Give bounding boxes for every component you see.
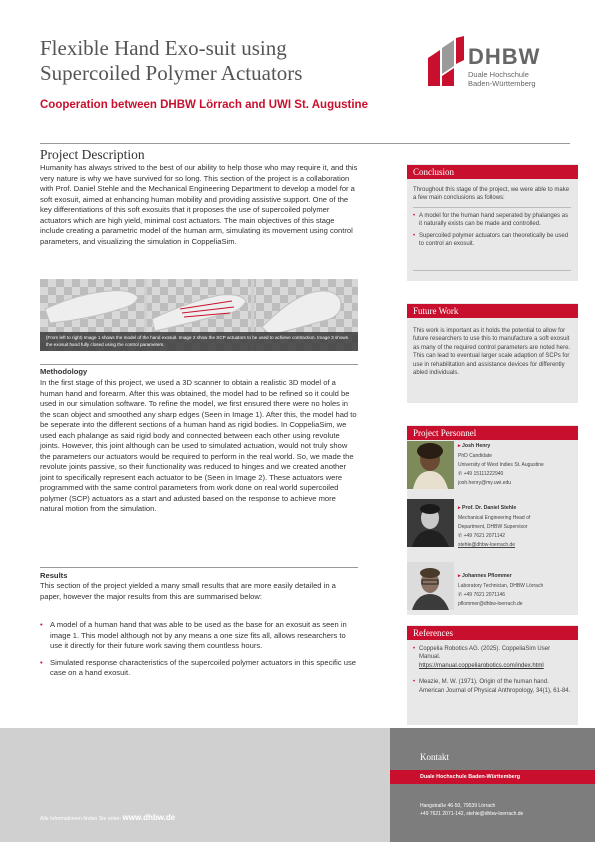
logo-subtext: Duale Hochschule Baden-Württemberg [468,70,536,88]
results-list [40,620,358,685]
header-divider [40,143,570,144]
conclusion-list [413,212,571,252]
project-description-text: Humanity has always strived to the best of our ability to help those who may require it, and this very nature is why we have survived for so long. This section of the project is a collaboration with Prof. Daniel Stehle and the Mechanical Engineering Department to develop a model for a soft exosuit, aimed at enhancing human mobility and providing assistive support. One of the key differentiations of this soft exosuits that it proposes the use of supercoiled polymer actuators which are high yield, minimal cost actuators. The main objectives of this stage include creating a parametric model of the human arm, simulating its movement using control parameters, and visualizing the simulation in CoppeliaSim. [40,163,358,246]
results-divider [40,567,358,568]
footer-left [0,728,390,842]
dhbw-logo-mark [428,36,464,86]
kontakt-heading: Kontakt [420,752,449,762]
future-work-text: This work is important as it holds the potential to allow for future researchers to use this to manufacture a soft exosuit as many of the required control parameters are noted here. This can lead to eventual larger scale adaption of SCPs for use in rehabilitation and assistance devices for differently abled individuals. [413,328,571,377]
person-photo-johannes-pflommer [407,562,454,610]
person-photo-josh-henry [407,441,454,489]
contact-address: Hangstraße 46-50, 79539 Lörrach +49 7621 2071-142, stehle@dhbw-loerrach.de [420,803,524,817]
conclusion-intro: Throughout this stage of the project, we were able to make a few main conclusions as follows: [413,187,570,202]
results-heading: Results [40,571,68,580]
image-caption: (From left to right) Image 1 shows the model of the hand exosuit. Image 2 show the SCP actuators to be used to achieve contraction. Image 3 shows the exosuit hand fully closed using the control parameters. [40,332,358,351]
kontakt-org: Duale Hochschule Baden-Württemberg [390,770,595,784]
person-photo-daniel-stehle [407,499,454,547]
list-item: • A model for the human hand seperated by phalanges as it naturally exists can be made and controlled. [413,212,571,229]
conclusion-rule [413,207,571,208]
person-details: Mechanical Engineering Head of Department, DHBW Supervisor ✆ +49 7621 2071142 stehle@dhbw-loerrach.de [458,515,531,548]
poster-title: Flexible Hand Exo-suit using Supercoiled Polymer Actuators [40,36,303,85]
footer-right [390,728,595,842]
list-item: • Simulated response characteristics of the supercoiled polymer actuators in this specific use case on a hand exosuit. [40,658,358,679]
reference-link[interactable]: https://manual.coppeliarobotics.com/index.html [419,662,544,669]
person-name: ▸ Prof. Dr. Daniel Stehle [458,505,517,511]
list-item: • Meazie, M. W. (1971). Origin of the human hand. American Journal of Physical Anthropology, 34(1), 61-84. [413,678,571,695]
person-details: PhD Candidate University of West Indies St. Augustine ✆ +49 15111222940 josh.henry@my.uwi.edu [458,453,544,486]
footer-info: Alle Informationen finden Sie unter: www.dhbw.de [40,813,176,822]
footer-website-link[interactable]: www.dhbw.de [122,813,176,822]
references-list [413,645,571,698]
conclusion-rule-bottom [413,270,571,271]
poster-subtitle: Cooperation between DHBW Lörrach and UWI St. Augustine [40,99,368,111]
project-description-heading: Project Description [40,147,145,162]
methodology-divider [40,364,358,365]
list-item: • Coppelia Robotics AG. (2025). CoppeliaSim User Manual. https://manual.coppeliarobotics.com/index.html [413,645,571,670]
list-item: • Supercoiled polymer actuators can theoretically be used to control an exosuit. [413,232,571,249]
person-details: Laboratory Technician, DHBW Lörrach ✆ +49 7621 2071146 pflommer@dhbw-loerrach.de [458,583,544,607]
references-heading: References [407,626,578,640]
logo-text: DHBW [468,44,541,69]
personnel-heading: Project Personnel [407,426,578,440]
methodology-heading: Methodology [40,367,88,376]
person-name: ▸ Josh Henry [458,443,491,449]
list-item: • A model of a human hand that was able to be used as the base for an exosuit as seen in image 1. This model although not by any means a one size fits all, allows researchers to use it directly for their future work saving them countless hours. [40,620,358,652]
person-name: ▸ Johannes Pflommer [458,573,512,579]
results-intro: This section of the project yielded a many small results that are more easily detailed in a paper, however the major results from this are summarised below: [40,581,336,601]
methodology-text: In the first stage of this project, we used a 3D scanner to obtain a realistic 3D model of a human hand and forearm. After this was obtained, the model had to be refined so it could be used in our simulation software. To refine the model, we first ensured there were no holes in the scan object and smoothed any sharp edges (Seen in Image 1). After this, the model had to be seperate into the different sections of a human hand as rigid bodies. In CoppeliaSim, we used each phalange as said rigid body and connected between each other using revolute joints. However, this joint although can be used to simulated actuation, would not truly show the parameters our actuators would be required to perform in the real world. So, we made the revolute joints passive, so their functionality was reduced to hinges and we created another joint to specifically represent each actuator to be (Seen in Image 2). These actuators were programmed with the same control parameters from work done on real world supercoiled polymer (SCP) actuators as a start and adusted based on the response to achieve more natural motion from the simulation. [40,378,357,513]
future-work-heading: Future Work [407,304,578,318]
conclusion-heading: Conclusion [407,165,578,179]
